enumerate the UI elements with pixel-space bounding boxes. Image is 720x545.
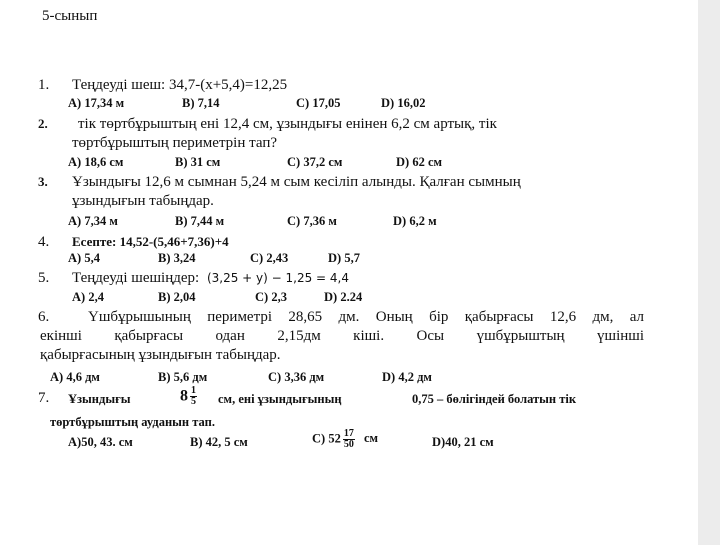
answer-a: A) 7,34 м [68, 214, 118, 228]
question-6 [38, 308, 644, 365]
question-text: Есепте: 14,52-(5,46+7,36)+4 [72, 234, 229, 249]
question-label: Ұзындығы [68, 392, 131, 406]
question-text-line1: тік төртбұрыштың ені 12,4 см, ұзындығы енінен 6,2 см артық, тік [78, 116, 497, 132]
answer-b: B) 31 см [175, 155, 221, 169]
answer-d: D) 2.24 [324, 290, 363, 304]
answer-c: C) 2,43 [250, 251, 289, 265]
question-text: Теңдеуді шеш: 34,7-(x+5,4)=12,25 [72, 77, 288, 93]
mixed-number: 8 $\frac{1}{5}$ [180, 385, 196, 407]
answer-c: C) 37,2 см [287, 155, 343, 169]
question-5 [38, 269, 658, 288]
question-text-line2: екінші қабырғасы одан 2,15дм кіші. Осы үшбұрыштың үшінші [40, 328, 644, 344]
page-sidebar [698, 0, 720, 545]
answer-c: C) 3,36 дм [268, 370, 325, 384]
question-3 [38, 172, 658, 211]
answer-a: A) 17,34 м [68, 96, 125, 110]
answer-d: D) 5,7 [328, 251, 360, 265]
question-4 [38, 232, 658, 252]
question-text-mid: см, ені ұзындығының [218, 392, 342, 406]
question-number: 5. [38, 270, 50, 286]
answer-b: B) 3,24 [158, 251, 196, 265]
answer-a: A)50, 43. см [68, 435, 133, 449]
answer-a: A) 5,4 [68, 251, 100, 265]
answer-a: A) 4,6 дм [50, 370, 100, 384]
answer-b: B) 7,44 м [175, 214, 225, 228]
question-text-line3: қабырғасының ұзындығын табыңдар. [40, 347, 281, 363]
question-number: 3. [38, 174, 48, 189]
answer-d: D) 6,2 м [393, 214, 437, 228]
answer-c: C) 2,3 [255, 290, 287, 304]
question-number: 4. [38, 234, 50, 250]
answer-b: B) 5,6 дм [158, 370, 208, 384]
question-text-line1: Үшбұрышының периметрі 28,65 дм. Оның бір қабырғасы 12,6 дм, ал [88, 309, 644, 325]
answer-c: C) 17,05 [296, 96, 341, 110]
question-text-line2: төртбұрыштың ауданын тап. [50, 415, 215, 429]
answer-c: C) 52 $\frac{17}{50}$ см [312, 428, 379, 450]
answer-d: D) 4,2 дм [382, 370, 432, 384]
question-text-coef: 0,75 – бөлігіндей болатын тік [412, 392, 577, 406]
answer-a: A) 18,6 см [68, 155, 124, 169]
question-text: Теңдеуді шешіңдер: [72, 270, 200, 286]
answer-d: D) 16,02 [381, 96, 426, 110]
question-number: 2. [38, 116, 48, 131]
question-number: 7. [38, 390, 50, 406]
answer-b: B) 7,14 [182, 96, 220, 110]
equation: (3,25 + y) − 1,25 = 4,4 [206, 271, 350, 285]
answer-d: D)40, 21 см [432, 435, 494, 449]
answer-c: C) 7,36 м [287, 214, 337, 228]
question-1 [38, 76, 658, 95]
grade-heading: 5-сынып [42, 8, 98, 24]
answer-b: B) 42, 5 см [190, 435, 248, 449]
answer-b: B) 2,04 [158, 290, 196, 304]
question-2 [38, 114, 658, 153]
question-text-line1: Ұзындығы 12,6 м сымнан 5,24 м сым кесіліп алынды. Қалған сымның [72, 174, 521, 190]
question-text-line2: ұзындығын табыңдар. [72, 193, 214, 209]
answer-a: A) 2,4 [72, 290, 104, 304]
question-number: 1. [38, 77, 50, 93]
question-text-line2: төртбұрыштың периметрін тап? [72, 135, 278, 151]
question-number: 6. [38, 309, 50, 325]
answer-d: D) 62 см [396, 155, 443, 169]
